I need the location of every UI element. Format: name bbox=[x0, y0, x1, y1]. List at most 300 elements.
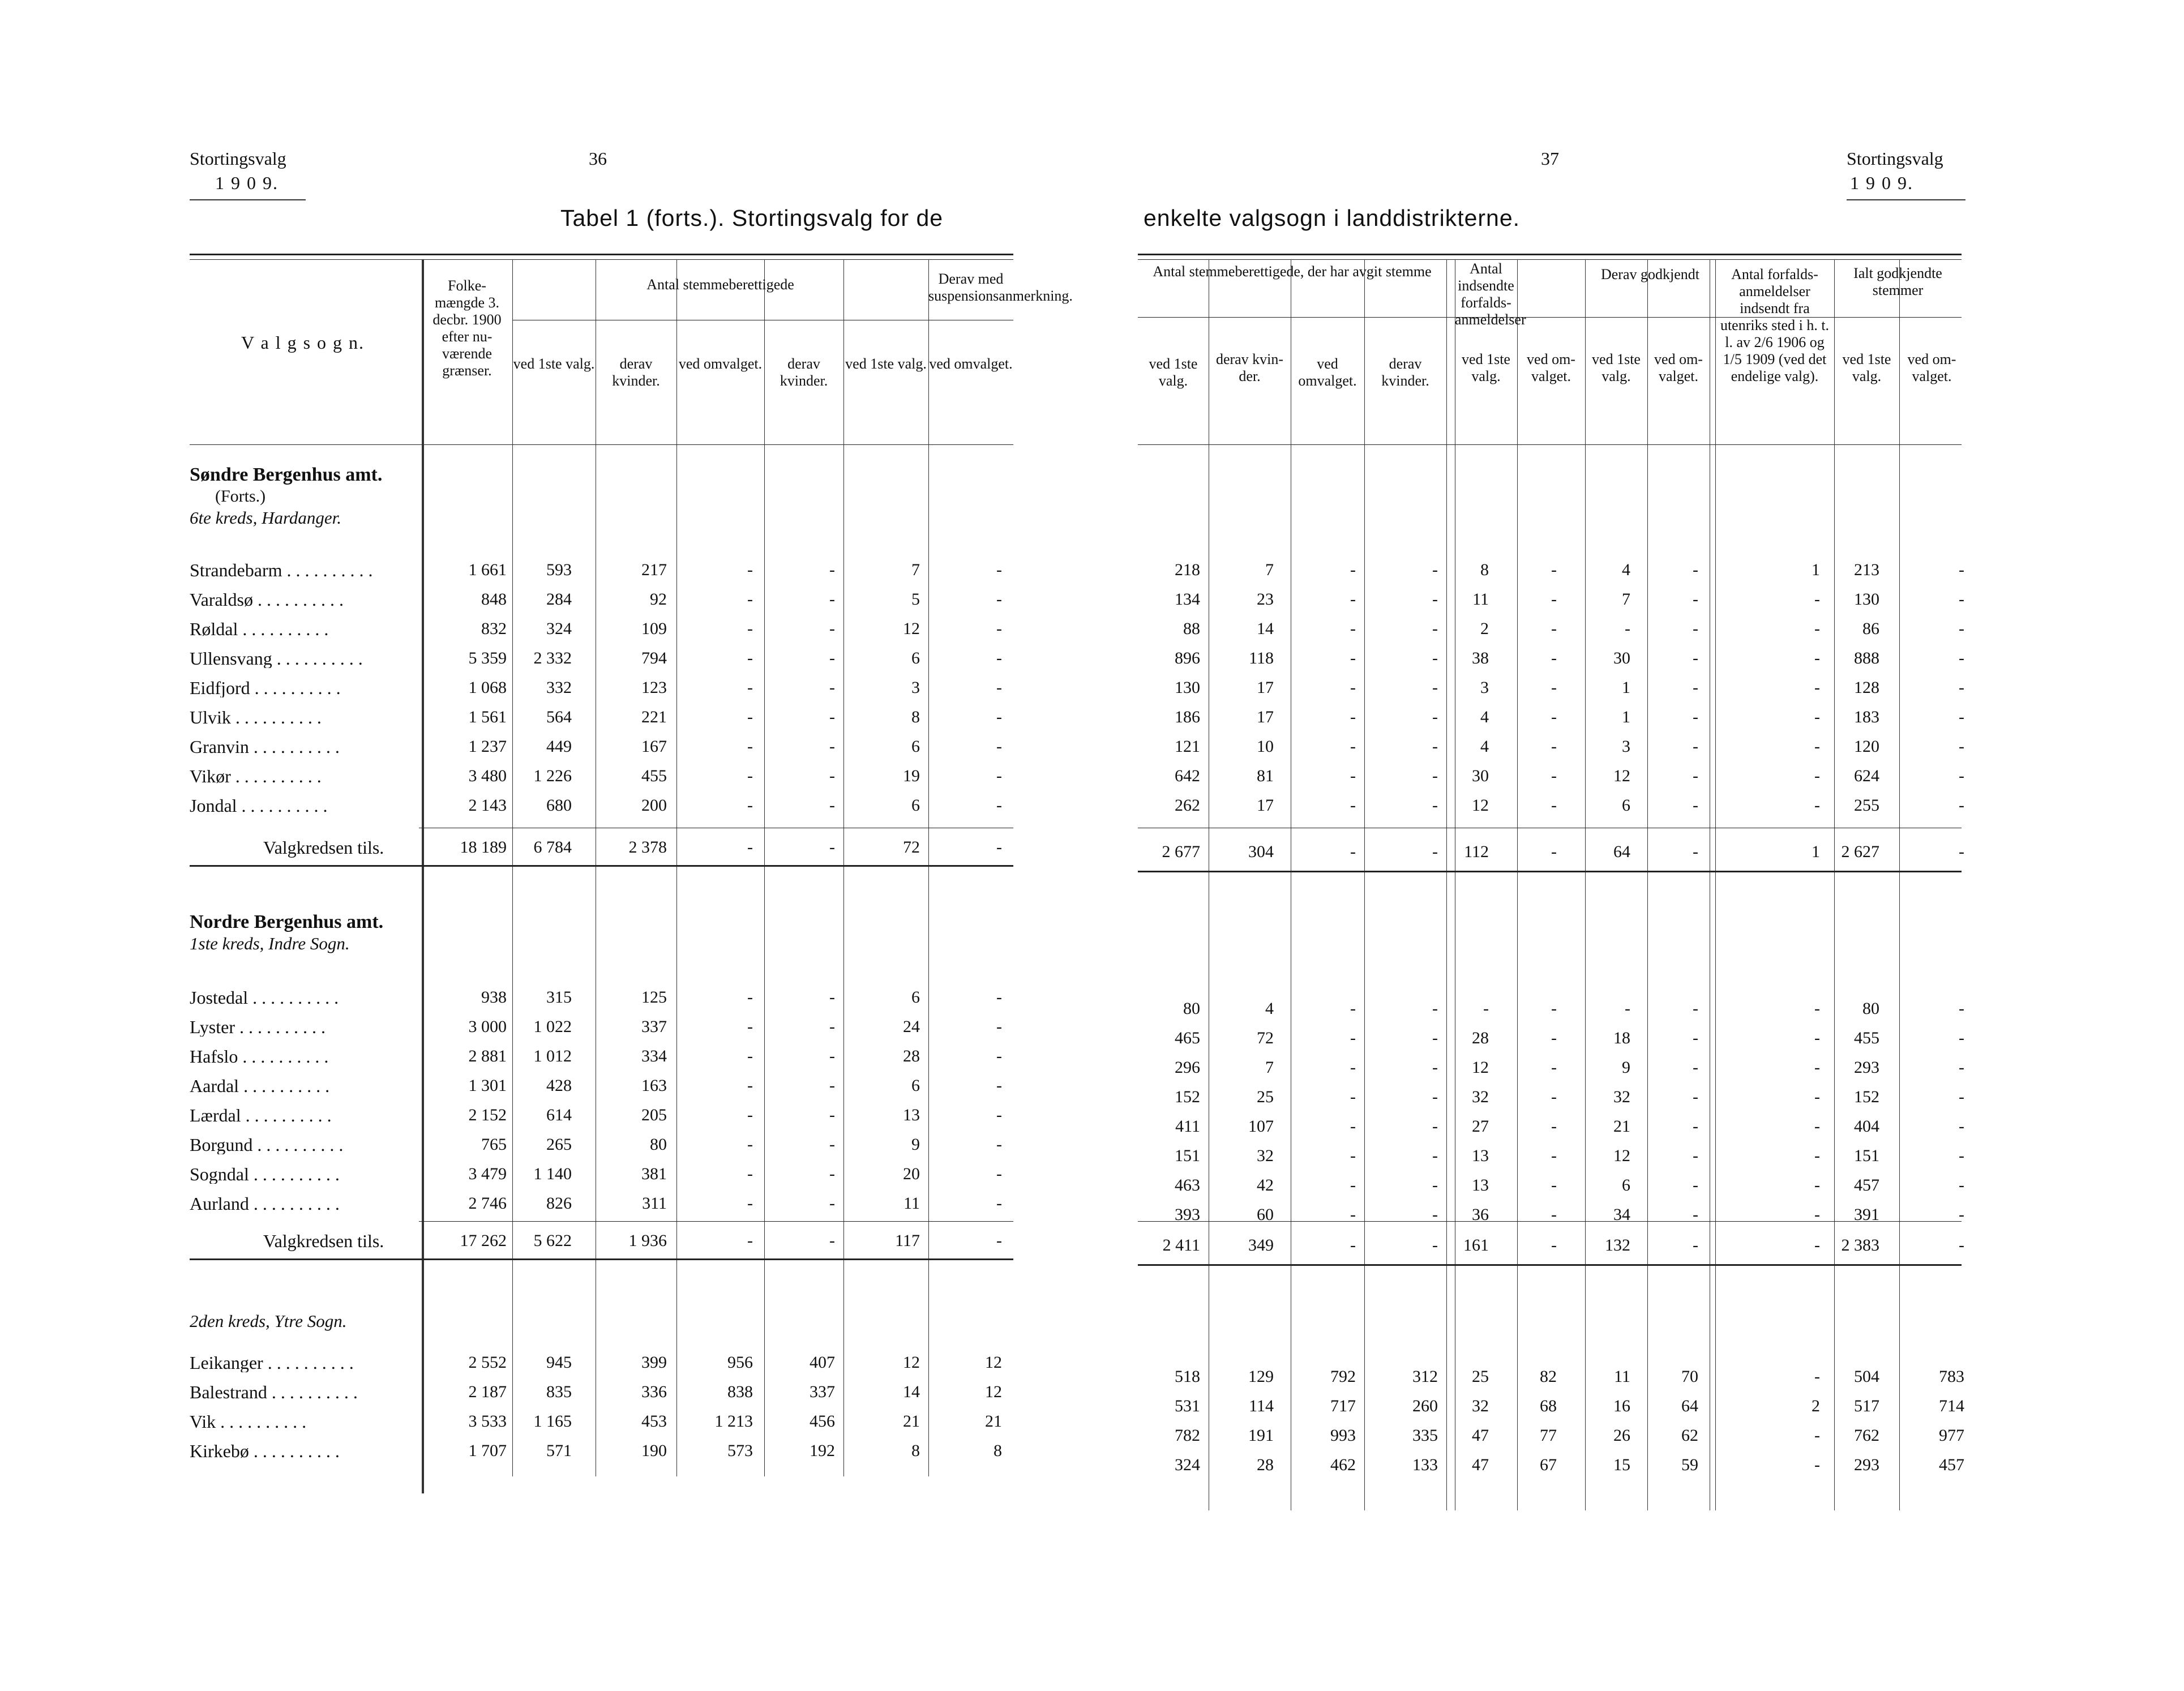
table-cell-total: 18 189 bbox=[460, 838, 507, 857]
table-cell: 59 bbox=[1681, 1455, 1698, 1474]
row-name: Røldal . . . . . . . . . . bbox=[190, 619, 329, 639]
table-cell: 5 bbox=[911, 590, 920, 609]
table-cell: 47 bbox=[1472, 1426, 1489, 1445]
table-cell: - bbox=[1693, 1029, 1698, 1047]
table-cell: - bbox=[1350, 560, 1356, 579]
table-cell: 9 bbox=[911, 1135, 920, 1154]
table-cell: 80 bbox=[1862, 999, 1879, 1018]
table-cell: - bbox=[747, 1194, 753, 1213]
table-cell: 381 bbox=[641, 1165, 667, 1183]
table-cell: 2 552 bbox=[468, 1353, 507, 1372]
table-cell: 62 bbox=[1681, 1426, 1698, 1445]
table-cell: 5 359 bbox=[468, 649, 507, 667]
table-cell-total: - bbox=[829, 1231, 835, 1250]
table-cell-total: - bbox=[747, 838, 753, 857]
table-cell: 27 bbox=[1472, 1117, 1489, 1136]
table-cell: 80 bbox=[1183, 999, 1200, 1018]
column-rule bbox=[843, 259, 844, 1476]
table-cell: 86 bbox=[1862, 619, 1879, 638]
column-header: Derav med suspensionsanmerkning. bbox=[928, 271, 1073, 304]
table-cell: 260 bbox=[1412, 1397, 1438, 1415]
row-name: Vikør . . . . . . . . . . bbox=[190, 767, 322, 786]
column-header: derav kvinder. bbox=[780, 356, 828, 389]
table-cell: 334 bbox=[641, 1047, 667, 1065]
column-header: ved om-valget. bbox=[1527, 351, 1575, 384]
table-cell: - bbox=[1551, 560, 1557, 579]
table-cell: 2 332 bbox=[533, 649, 572, 667]
table-cell: - bbox=[1551, 678, 1557, 697]
amt-title: Søndre Bergenhus amt. bbox=[190, 464, 383, 485]
table-cell: 8 bbox=[911, 708, 920, 726]
column-rule bbox=[1364, 259, 1365, 1510]
table-cell: 593 bbox=[546, 560, 572, 579]
table-cell: - bbox=[747, 619, 753, 638]
section-end-rule bbox=[190, 865, 1013, 867]
table-cell: 455 bbox=[1854, 1029, 1879, 1047]
table-cell: 1 707 bbox=[468, 1441, 507, 1460]
table-cell-total: - bbox=[996, 1231, 1002, 1250]
table-cell: - bbox=[1959, 999, 1964, 1018]
row-name: Hafslo . . . . . . . . . . bbox=[190, 1047, 329, 1066]
table-cell: - bbox=[1959, 1117, 1964, 1136]
table-cell: 70 bbox=[1681, 1367, 1698, 1386]
table-cell: 12 bbox=[903, 619, 920, 638]
table-cell: 3 bbox=[1480, 678, 1489, 697]
table-cell: 765 bbox=[481, 1135, 507, 1154]
table-cell: - bbox=[1814, 649, 1820, 667]
table-cell: 1 bbox=[1622, 708, 1630, 726]
table-cell: 1 bbox=[1622, 678, 1630, 697]
table-cell: 293 bbox=[1854, 1058, 1879, 1077]
table-cell: - bbox=[1432, 649, 1438, 667]
table-cell: 109 bbox=[641, 619, 667, 638]
table-cell: - bbox=[1350, 1088, 1356, 1106]
section-end-rule bbox=[1138, 871, 1962, 872]
table-cell: - bbox=[996, 560, 1002, 579]
row-name: Granvin . . . . . . . . . . bbox=[190, 737, 340, 756]
table-cell: 783 bbox=[1939, 1367, 1964, 1386]
table-cell-total: 161 bbox=[1463, 1236, 1489, 1255]
table-cell: 336 bbox=[641, 1382, 667, 1401]
table-cell: - bbox=[1959, 708, 1964, 726]
rule-top-right bbox=[1138, 254, 1962, 255]
table-cell: 120 bbox=[1854, 737, 1879, 756]
column-header: ved omvalget. bbox=[1298, 356, 1357, 389]
table-cell: - bbox=[1350, 1146, 1356, 1165]
column-header: derav kvinder. bbox=[612, 356, 660, 389]
table-cell: 19 bbox=[903, 767, 920, 785]
total-label: Valgkredsen tils. bbox=[263, 1231, 384, 1251]
table-cell: 10 bbox=[1257, 737, 1274, 756]
table-cell: - bbox=[996, 1047, 1002, 1065]
table-cell: 32 bbox=[1613, 1088, 1630, 1106]
column-rule bbox=[764, 259, 765, 1476]
table-cell-total: - bbox=[1432, 842, 1438, 861]
table-cell: 337 bbox=[810, 1382, 835, 1401]
table-cell: 25 bbox=[1472, 1367, 1489, 1386]
table-cell: 945 bbox=[546, 1353, 572, 1372]
table-cell-total: 5 622 bbox=[533, 1231, 572, 1250]
table-cell-total: - bbox=[1693, 1236, 1698, 1255]
table-cell: - bbox=[996, 737, 1002, 756]
table-cell: 1 012 bbox=[533, 1047, 572, 1065]
column-rule bbox=[1585, 259, 1586, 1510]
table-cell: - bbox=[1814, 1426, 1820, 1445]
table-cell: - bbox=[1693, 1205, 1698, 1224]
table-cell: 826 bbox=[546, 1194, 572, 1213]
column-header: ved omvalget. bbox=[678, 356, 763, 372]
table-cell: - bbox=[1432, 590, 1438, 609]
table-cell: 205 bbox=[641, 1106, 667, 1124]
table-cell: 462 bbox=[1330, 1455, 1356, 1474]
table-cell: - bbox=[1693, 590, 1698, 609]
table-cell: 25 bbox=[1257, 1088, 1274, 1106]
table-cell: 6 bbox=[911, 796, 920, 815]
column-rule bbox=[928, 259, 929, 1476]
table-cell: 4 bbox=[1480, 737, 1489, 756]
table-cell: 457 bbox=[1854, 1176, 1879, 1195]
table-cell: - bbox=[1959, 1029, 1964, 1047]
table-cell: - bbox=[1693, 767, 1698, 785]
column-header: ved 1ste valg. bbox=[845, 356, 927, 372]
table-cell: 324 bbox=[1175, 1455, 1200, 1474]
table-cell: - bbox=[747, 590, 753, 609]
table-cell: 11 bbox=[1614, 1367, 1630, 1386]
row-name: Ulvik . . . . . . . . . . bbox=[190, 708, 322, 727]
table-cell: 81 bbox=[1257, 767, 1274, 785]
table-cell: 455 bbox=[641, 767, 667, 785]
table-cell: - bbox=[829, 678, 835, 697]
table-cell: 107 bbox=[1248, 1117, 1274, 1136]
table-cell: - bbox=[1959, 1176, 1964, 1195]
table-cell: 7 bbox=[1622, 590, 1630, 609]
table-cell: 92 bbox=[650, 590, 667, 609]
running-head-left: Stortingsvalg bbox=[190, 148, 286, 169]
table-cell: 573 bbox=[727, 1441, 753, 1460]
table-cell: 1 561 bbox=[468, 708, 507, 726]
table-cell: 3 bbox=[1622, 737, 1630, 756]
table-cell: - bbox=[996, 1076, 1002, 1095]
table-cell: - bbox=[1814, 1029, 1820, 1047]
table-cell: - bbox=[1625, 619, 1630, 638]
table-cell: 30 bbox=[1472, 767, 1489, 785]
column-header: ved om-valget. bbox=[1907, 351, 1956, 384]
row-name: Borgund . . . . . . . . . . bbox=[190, 1135, 344, 1154]
table-cell: - bbox=[1959, 737, 1964, 756]
page-title-right: enkelte valgsogn i landdistrikterne. bbox=[1144, 205, 1521, 231]
table-cell: - bbox=[1693, 649, 1698, 667]
table-cell: - bbox=[1814, 1176, 1820, 1195]
table-cell: - bbox=[996, 988, 1002, 1007]
rule-head-left bbox=[190, 444, 1013, 445]
table-cell: - bbox=[1350, 999, 1356, 1018]
table-cell: - bbox=[829, 1135, 835, 1154]
table-cell: 32 bbox=[1472, 1088, 1489, 1106]
table-cell: 6 bbox=[911, 737, 920, 756]
table-cell: 14 bbox=[903, 1382, 920, 1401]
table-cell: - bbox=[1350, 796, 1356, 815]
table-cell: - bbox=[1814, 767, 1820, 785]
table-cell-total: - bbox=[1551, 842, 1557, 861]
table-cell: 12 bbox=[1613, 767, 1630, 785]
table-cell: 993 bbox=[1330, 1426, 1356, 1445]
table-cell: - bbox=[829, 708, 835, 726]
section-heading bbox=[190, 1311, 347, 1332]
table-cell: 293 bbox=[1854, 1455, 1879, 1474]
table-cell: - bbox=[1959, 649, 1964, 667]
table-cell: 42 bbox=[1257, 1176, 1274, 1195]
table-cell: - bbox=[1814, 678, 1820, 697]
table-cell-total: 6 784 bbox=[533, 838, 572, 857]
table-cell: 21 bbox=[1613, 1117, 1630, 1136]
table-cell: 1 068 bbox=[468, 678, 507, 697]
table-cell: - bbox=[747, 678, 753, 697]
table-cell: - bbox=[1959, 590, 1964, 609]
table-cell-total: - bbox=[1350, 1236, 1356, 1255]
table-cell: 12 bbox=[1613, 1146, 1630, 1165]
table-cell: - bbox=[1693, 999, 1698, 1018]
table-cell: 200 bbox=[641, 796, 667, 815]
table-cell: - bbox=[1551, 796, 1557, 815]
table-cell: 121 bbox=[1175, 737, 1200, 756]
table-cell: 642 bbox=[1175, 767, 1200, 785]
table-cell-total: - bbox=[996, 838, 1002, 857]
table-cell: - bbox=[1814, 619, 1820, 638]
table-cell: 7 bbox=[1265, 1058, 1274, 1077]
table-cell-total: - bbox=[747, 1231, 753, 1250]
table-cell: - bbox=[1814, 1205, 1820, 1224]
table-cell: - bbox=[1959, 1088, 1964, 1106]
row-name: Varaldsø . . . . . . . . . . bbox=[190, 590, 344, 609]
table-cell: - bbox=[1693, 560, 1698, 579]
table-cell: - bbox=[829, 1194, 835, 1213]
table-cell: 72 bbox=[1257, 1029, 1274, 1047]
table-cell: 1 226 bbox=[533, 767, 572, 785]
column-rule bbox=[676, 259, 677, 1476]
table-cell: 407 bbox=[810, 1353, 835, 1372]
table-cell: 531 bbox=[1175, 1397, 1200, 1415]
table-cell: - bbox=[747, 649, 753, 667]
table-cell: 6 bbox=[911, 988, 920, 1007]
table-cell: - bbox=[1693, 708, 1698, 726]
table-cell: - bbox=[996, 1106, 1002, 1124]
table-cell: - bbox=[996, 649, 1002, 667]
table-cell: 21 bbox=[985, 1412, 1002, 1431]
table-cell: 624 bbox=[1854, 767, 1879, 785]
table-cell: 183 bbox=[1854, 708, 1879, 726]
table-cell: - bbox=[829, 737, 835, 756]
table-cell: 11 bbox=[903, 1194, 920, 1213]
column-header: Antal stemmeberettigede bbox=[646, 276, 794, 293]
table-cell: - bbox=[1432, 999, 1438, 1018]
table-cell: 134 bbox=[1175, 590, 1200, 609]
table-cell: - bbox=[1693, 1088, 1698, 1106]
table-cell: 428 bbox=[546, 1076, 572, 1095]
table-cell: - bbox=[1814, 708, 1820, 726]
table-cell: - bbox=[1432, 1146, 1438, 1165]
table-cell: - bbox=[1551, 1117, 1557, 1136]
table-cell: - bbox=[1551, 590, 1557, 609]
table-cell: - bbox=[996, 1135, 1002, 1154]
table-cell: 262 bbox=[1175, 796, 1200, 815]
table-cell: 16 bbox=[1613, 1397, 1630, 1415]
table-cell-total: - bbox=[1959, 1236, 1964, 1255]
table-cell: 2 881 bbox=[468, 1047, 507, 1065]
table-cell: 3 533 bbox=[468, 1412, 507, 1431]
row-name: Balestrand . . . . . . . . . . bbox=[190, 1382, 358, 1402]
table-cell: - bbox=[1432, 767, 1438, 785]
table-cell: - bbox=[1551, 737, 1557, 756]
table-cell: 315 bbox=[546, 988, 572, 1007]
table-cell: 133 bbox=[1412, 1455, 1438, 1474]
subrule-right bbox=[1138, 317, 1962, 318]
table-cell: 12 bbox=[1472, 1058, 1489, 1077]
table-cell: - bbox=[747, 1017, 753, 1036]
table-cell: 20 bbox=[903, 1165, 920, 1183]
table-cell: - bbox=[1432, 737, 1438, 756]
table-cell: 221 bbox=[641, 708, 667, 726]
table-cell: - bbox=[829, 767, 835, 785]
table-cell: - bbox=[1432, 796, 1438, 815]
table-cell: - bbox=[1814, 1455, 1820, 1474]
table-cell: - bbox=[747, 708, 753, 726]
table-cell: - bbox=[747, 796, 753, 815]
table-cell: - bbox=[1432, 619, 1438, 638]
table-cell: - bbox=[1551, 1058, 1557, 1077]
table-cell: 125 bbox=[641, 988, 667, 1007]
table-cell: 6 bbox=[1622, 1176, 1630, 1195]
page-number-left: 36 bbox=[589, 148, 607, 169]
column-header: Antal forfalds-anmeldelser indsendt fra utenriks sted i h. t. l. av 2/6 1906 og 1/5 1909 (ved det endelige valg). bbox=[1720, 266, 1830, 384]
table-cell-total: 1 936 bbox=[628, 1231, 667, 1250]
year-right: 1 9 0 9. bbox=[1850, 173, 1913, 193]
table-cell-total: - bbox=[1693, 842, 1698, 861]
table-cell: - bbox=[1814, 1117, 1820, 1136]
table-cell: 12 bbox=[1472, 796, 1489, 815]
table-cell: 12 bbox=[985, 1353, 1002, 1372]
column-header: ved 1ste valg. bbox=[1592, 351, 1641, 384]
column-header: derav kvinder. bbox=[1381, 356, 1429, 389]
column-header-valgsogn: V a l g s o g n. bbox=[241, 332, 365, 353]
table-cell: 680 bbox=[546, 796, 572, 815]
table-cell: 186 bbox=[1175, 708, 1200, 726]
table-cell: - bbox=[747, 560, 753, 579]
table-cell: 32 bbox=[1257, 1146, 1274, 1165]
table-cell: 1 022 bbox=[533, 1017, 572, 1036]
table-cell: 14 bbox=[1257, 619, 1274, 638]
table-cell: 2 bbox=[1812, 1397, 1820, 1415]
table-cell: - bbox=[829, 649, 835, 667]
table-cell: - bbox=[996, 1165, 1002, 1183]
table-cell: 152 bbox=[1854, 1088, 1879, 1106]
table-cell: 956 bbox=[727, 1353, 753, 1372]
table-cell: - bbox=[1551, 1205, 1557, 1224]
table-cell: 896 bbox=[1175, 649, 1200, 667]
column-header: Antal stemmeberettigede, der har avgit stemme bbox=[1153, 263, 1432, 280]
table-cell: 88 bbox=[1183, 619, 1200, 638]
table-cell: 26 bbox=[1613, 1426, 1630, 1445]
table-cell: 13 bbox=[903, 1106, 920, 1124]
table-cell: - bbox=[1432, 1176, 1438, 1195]
table-cell: - bbox=[1693, 1146, 1698, 1165]
table-cell: 190 bbox=[641, 1441, 667, 1460]
table-cell: 8 bbox=[1480, 560, 1489, 579]
table-cell: 2 746 bbox=[468, 1194, 507, 1213]
table-cell: 832 bbox=[481, 619, 507, 638]
table-cell: - bbox=[829, 988, 835, 1007]
table-cell: 332 bbox=[546, 678, 572, 697]
table-cell: 15 bbox=[1613, 1455, 1630, 1474]
table-cell: 68 bbox=[1540, 1397, 1557, 1415]
table-cell: - bbox=[1350, 708, 1356, 726]
table-cell: - bbox=[1814, 1146, 1820, 1165]
table-cell: 311 bbox=[642, 1194, 667, 1213]
table-cell: 191 bbox=[1248, 1426, 1274, 1445]
section-end-rule bbox=[190, 1258, 1013, 1260]
table-cell: - bbox=[1350, 1117, 1356, 1136]
table-cell: 21 bbox=[903, 1412, 920, 1431]
table-cell: - bbox=[996, 590, 1002, 609]
table-cell: 977 bbox=[1939, 1426, 1964, 1445]
column-header: Ialt godkjendte stemmer bbox=[1853, 265, 1942, 298]
row-name: Ullensvang . . . . . . . . . . bbox=[190, 649, 363, 668]
table-cell: 4 bbox=[1480, 708, 1489, 726]
rule-top-left bbox=[190, 254, 1013, 255]
table-cell: 284 bbox=[546, 590, 572, 609]
table-cell: - bbox=[829, 590, 835, 609]
table-cell: 3 479 bbox=[468, 1165, 507, 1183]
table-cell: 60 bbox=[1257, 1205, 1274, 1224]
table-cell: 3 000 bbox=[468, 1017, 507, 1036]
row-name: Eidfjord . . . . . . . . . . bbox=[190, 678, 341, 697]
column-rule bbox=[1834, 259, 1835, 1510]
table-cell: 265 bbox=[546, 1135, 572, 1154]
table-cell: 18 bbox=[1613, 1029, 1630, 1047]
table-cell: 792 bbox=[1330, 1367, 1356, 1386]
rule-head-right bbox=[1138, 444, 1962, 445]
table-cell: - bbox=[1432, 560, 1438, 579]
table-cell: 8 bbox=[911, 1441, 920, 1460]
table-cell: - bbox=[1551, 619, 1557, 638]
table-cell: - bbox=[1350, 649, 1356, 667]
table-cell: 32 bbox=[1472, 1397, 1489, 1415]
table-cell: - bbox=[1693, 1176, 1698, 1195]
table-cell: - bbox=[829, 1017, 835, 1036]
table-cell: 391 bbox=[1854, 1205, 1879, 1224]
table-cell: 393 bbox=[1175, 1205, 1200, 1224]
table-cell: - bbox=[1350, 619, 1356, 638]
table-cell: 213 bbox=[1854, 560, 1879, 579]
table-cell: 614 bbox=[546, 1106, 572, 1124]
table-cell: 4 bbox=[1622, 560, 1630, 579]
table-cell: 762 bbox=[1854, 1426, 1879, 1445]
table-cell: - bbox=[747, 1076, 753, 1095]
table-cell: 714 bbox=[1939, 1397, 1964, 1415]
table-cell-total: 17 262 bbox=[460, 1231, 507, 1250]
table-cell: 67 bbox=[1540, 1455, 1557, 1474]
column-rule bbox=[1647, 259, 1648, 1510]
column-header: Antal indsendte forfalds-anmeldelser bbox=[1455, 260, 1526, 328]
table-cell: - bbox=[1814, 1058, 1820, 1077]
table-cell: 794 bbox=[641, 649, 667, 667]
table-cell: 399 bbox=[641, 1353, 667, 1372]
table-cell: 130 bbox=[1175, 678, 1200, 697]
table-cell-total: 64 bbox=[1613, 842, 1630, 861]
table-cell: - bbox=[1959, 1205, 1964, 1224]
table-cell: 163 bbox=[641, 1076, 667, 1095]
table-cell: 938 bbox=[481, 988, 507, 1007]
row-name: Kirkebø . . . . . . . . . . bbox=[190, 1441, 340, 1461]
